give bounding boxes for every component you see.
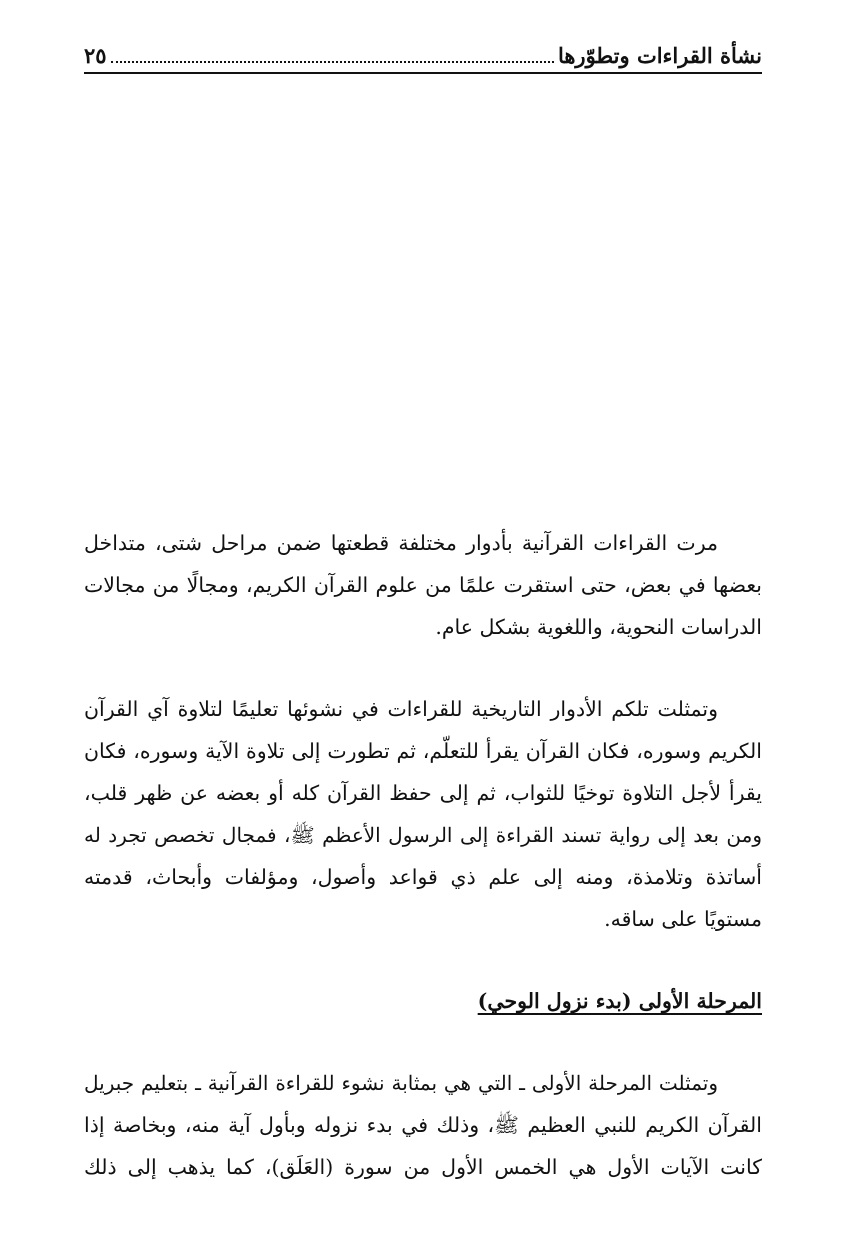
- text-line: أساتذة وتلامذة، ومنه إلى علم ذي قواعد وأصول، ومؤلفات وأبحاث، قدمته: [84, 865, 762, 889]
- page-body: [84, 522, 762, 1188]
- text-line: القرآن الكريم للنبي العظيم ﷺ، وذلك في بدء نزوله وبأول آية منه، وبخاصة إذا: [84, 1113, 762, 1137]
- text-line: يقرأ لأجل التلاوة توخيًا للثواب، ثم إلى حفظ القرآن كله أو بعضه عن ظهر قلب،: [84, 781, 762, 805]
- paragraph-spacer: [84, 940, 762, 980]
- text-line: مستويًا على ساقه.: [604, 907, 762, 931]
- text-line: بعضها في بعض، حتى استقرت علمًا من علوم القرآن الكريم، ومجالًا من مجالات: [84, 573, 762, 597]
- text-line: وتمثلت تلكم الأدوار التاريخية للقراءات في نشوئها تعليمًا لتلاوة آي القرآن: [84, 697, 718, 721]
- chapter-title: نشأة القراءات وتطوّرها: [557, 42, 762, 68]
- dot-leader: [111, 47, 554, 63]
- paragraph-2: [84, 688, 762, 940]
- running-head: [84, 38, 762, 74]
- paragraph-3: [84, 1062, 762, 1188]
- text-line: وتمثلت المرحلة الأولى ـ التي هي بمثابة نشوء للقراءة القرآنية ـ بتعليم جبريل: [84, 1071, 718, 1095]
- paragraph-1: [84, 522, 762, 648]
- text-line: ومن بعد إلى رواية تسند القراءة إلى الرسول الأعظم ﷺ، فمجال تخصص تجرد له: [84, 823, 762, 847]
- text-line: مرت القراءات القرآنية بأدوار مختلفة قطعتها ضمن مراحل شتى، متداخل: [84, 531, 718, 555]
- section-heading: المرحلة الأولى (بدء نزول الوحي): [477, 989, 762, 1013]
- text-line: كانت الآيات الأول هي الخمس الأول من سورة (العَلَق)، كما يذهب إلى ذلك: [84, 1155, 762, 1179]
- page-number: ٢٥: [84, 42, 107, 68]
- paragraph-spacer: [84, 648, 762, 688]
- text-line: الدراسات النحوية، واللغوية بشكل عام.: [435, 615, 762, 639]
- text-line: الكريم وسوره، فكان القرآن يقرأ للتعلّم، ثم تطورت إلى تلاوة الآية وسوره، فكان: [84, 739, 762, 763]
- paragraph-spacer: [84, 1022, 762, 1062]
